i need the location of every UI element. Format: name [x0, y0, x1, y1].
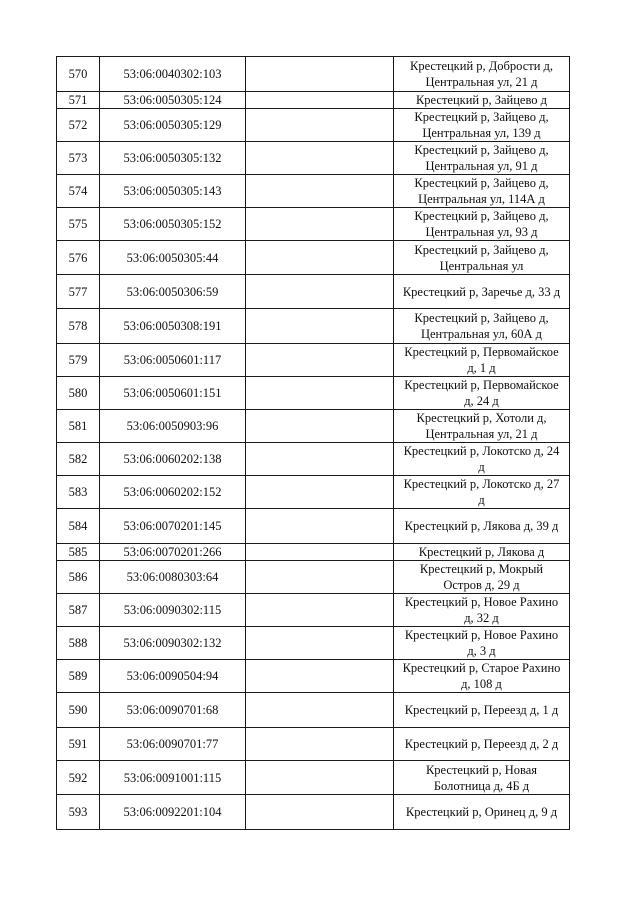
address-line: Крестецкий р, Лякова д [418, 545, 545, 559]
address-line: Крестецкий р, Первомайское [404, 378, 559, 392]
address-cell [394, 57, 570, 92]
address-cell [394, 208, 570, 241]
address-line: д, 24 д [464, 394, 499, 408]
row-number-cell: 571 [57, 92, 100, 109]
address-cell [394, 476, 570, 509]
cadastral-number-cell: 53:06:0090504:94 [100, 660, 246, 693]
row-number-cell: 586 [57, 561, 100, 594]
empty-cell [246, 241, 394, 275]
table-row [57, 377, 570, 410]
address-line: Крестецкий р, Новое Рахино [404, 595, 559, 609]
row-number-cell: 581 [57, 410, 100, 443]
registry-table-body [57, 57, 570, 830]
address-line: Центральная ул, 91 д [425, 159, 538, 173]
address-cell [394, 175, 570, 208]
address-line: Крестецкий р, Мокрый [419, 562, 544, 576]
address-line: Крестецкий р, Первомайское [404, 345, 559, 359]
empty-cell [246, 57, 394, 92]
address-line: Крестецкий р, Лякова д, 39 д [404, 519, 559, 533]
row-number-cell: 583 [57, 476, 100, 509]
address-line: д, 1 д [467, 361, 496, 375]
table-row [57, 476, 570, 509]
empty-cell [246, 761, 394, 795]
cadastral-number-cell: 53:06:0080303:64 [100, 561, 246, 594]
address-cell [394, 443, 570, 476]
address-cell [394, 109, 570, 142]
empty-cell [246, 728, 394, 761]
address-cell [394, 795, 570, 830]
row-number-cell: 574 [57, 175, 100, 208]
empty-cell [246, 410, 394, 443]
cadastral-number-cell: 53:06:0092201:104 [100, 795, 246, 830]
cadastral-number-cell: 53:06:0050601:151 [100, 377, 246, 410]
empty-cell [246, 544, 394, 561]
address-cell [394, 377, 570, 410]
table-row [57, 561, 570, 594]
address-line: Крестецкий р, Новое Рахино [404, 628, 559, 642]
address-line: Крестецкий р, Локотско д, 27 [403, 477, 560, 491]
cadastral-number-cell: 53:06:0060202:138 [100, 443, 246, 476]
address-line: д [478, 493, 485, 507]
row-number-cell: 577 [57, 275, 100, 309]
table-row [57, 728, 570, 761]
address-line: Крестецкий р, Зайцево д, [414, 311, 549, 325]
table-row [57, 57, 570, 92]
table-row [57, 208, 570, 241]
table-row [57, 761, 570, 795]
row-number-cell: 592 [57, 761, 100, 795]
cadastral-number-cell: 53:06:0050305:124 [100, 92, 246, 109]
table-row [57, 693, 570, 728]
empty-cell [246, 509, 394, 544]
row-number-cell: 587 [57, 594, 100, 627]
address-line: Крестецкий р, Оринец д, 9 д [405, 805, 558, 819]
address-cell [394, 627, 570, 660]
row-number-cell: 576 [57, 241, 100, 275]
empty-cell [246, 142, 394, 175]
row-number-cell: 585 [57, 544, 100, 561]
table-row [57, 344, 570, 377]
address-cell [394, 728, 570, 761]
empty-cell [246, 344, 394, 377]
table-row [57, 175, 570, 208]
cadastral-number-cell: 53:06:0050305:152 [100, 208, 246, 241]
property-registry-table [56, 56, 570, 830]
table-row [57, 241, 570, 275]
cadastral-number-cell: 53:06:0070201:145 [100, 509, 246, 544]
row-number-cell: 588 [57, 627, 100, 660]
address-line: Крестецкий р, Хотоли д, [416, 411, 547, 425]
cadastral-number-cell: 53:06:0090701:68 [100, 693, 246, 728]
empty-cell [246, 660, 394, 693]
table-row [57, 109, 570, 142]
table-row [57, 275, 570, 309]
cadastral-number-cell: 53:06:0091001:115 [100, 761, 246, 795]
empty-cell [246, 275, 394, 309]
address-line: Центральная ул, 139 д [422, 126, 541, 140]
table-row [57, 92, 570, 109]
address-line: Центральная ул [439, 258, 524, 273]
empty-cell [246, 92, 394, 109]
empty-cell [246, 208, 394, 241]
cadastral-number-cell: 53:06:0090701:77 [100, 728, 246, 761]
address-line: д, 3 д [467, 644, 496, 658]
cadastral-number-cell: 53:06:0050601:117 [100, 344, 246, 377]
address-cell [394, 241, 570, 275]
address-cell [394, 92, 570, 109]
address-cell [394, 344, 570, 377]
row-number-cell: 575 [57, 208, 100, 241]
address-cell [394, 509, 570, 544]
row-number-cell: 570 [57, 57, 100, 92]
address-line: Болотница д, 4Б д [433, 778, 530, 793]
address-line: Крестецкий р, Старое Рахино [402, 661, 561, 675]
table-row [57, 443, 570, 476]
empty-cell [246, 561, 394, 594]
address-line: Крестецкий р, Добрости д, [409, 59, 554, 73]
address-line: Остров д, 29 д [443, 578, 520, 592]
address-line: Крестецкий р, Новая [425, 762, 538, 777]
row-number-cell: 589 [57, 660, 100, 693]
empty-cell [246, 594, 394, 627]
cadastral-number-cell: 53:06:0090302:132 [100, 627, 246, 660]
address-line: Крестецкий р, Локотско д, 24 [403, 444, 560, 458]
address-cell [394, 142, 570, 175]
address-cell [394, 561, 570, 594]
address-line: Центральная ул, 60А д [420, 327, 543, 341]
table-row [57, 660, 570, 693]
address-cell [394, 544, 570, 561]
row-number-cell: 593 [57, 795, 100, 830]
address-line: Крестецкий р, Зайцево д, [414, 242, 549, 257]
empty-cell [246, 476, 394, 509]
cadastral-number-cell: 53:06:0050305:143 [100, 175, 246, 208]
empty-cell [246, 109, 394, 142]
address-line: Центральная ул, 114А д [418, 192, 545, 206]
row-number-cell: 578 [57, 309, 100, 344]
cadastral-number-cell: 53:06:0070201:266 [100, 544, 246, 561]
table-row [57, 594, 570, 627]
cadastral-number-cell: 53:06:0050308:191 [100, 309, 246, 344]
address-cell [394, 660, 570, 693]
table-row [57, 410, 570, 443]
address-cell [394, 410, 570, 443]
empty-cell [246, 693, 394, 728]
row-number-cell: 582 [57, 443, 100, 476]
cadastral-number-cell: 53:06:0050305:132 [100, 142, 246, 175]
address-cell [394, 309, 570, 344]
address-line: д [478, 460, 485, 474]
cadastral-number-cell: 53:06:0090302:115 [100, 594, 246, 627]
empty-cell [246, 377, 394, 410]
empty-cell [246, 443, 394, 476]
address-cell [394, 594, 570, 627]
cadastral-number-cell: 53:06:0050306:59 [100, 275, 246, 309]
address-line: Крестецкий р, Зайцево д, [414, 143, 549, 157]
address-line: Крестецкий р, Зайцево д [415, 93, 548, 107]
table-row [57, 544, 570, 561]
row-number-cell: 591 [57, 728, 100, 761]
row-number-cell: 590 [57, 693, 100, 728]
empty-cell [246, 175, 394, 208]
row-number-cell: 572 [57, 109, 100, 142]
row-number-cell: 573 [57, 142, 100, 175]
address-line: д, 108 д [461, 677, 502, 691]
table-row [57, 142, 570, 175]
address-line: Крестецкий р, Зайцево д, [414, 176, 549, 190]
row-number-cell: 579 [57, 344, 100, 377]
table-row [57, 509, 570, 544]
row-number-cell: 584 [57, 509, 100, 544]
cadastral-number-cell: 53:06:0050305:44 [100, 241, 246, 275]
empty-cell [246, 795, 394, 830]
address-line: Крестецкий р, Зайцево д, [414, 209, 549, 223]
address-line: д, 32 д [464, 611, 499, 625]
address-cell [394, 693, 570, 728]
address-line: Крестецкий р, Переезд д, 2 д [404, 737, 559, 751]
address-line: Центральная ул, 21 д [425, 427, 538, 441]
address-line: Центральная ул, 93 д [425, 225, 538, 239]
address-line: Крестецкий р, Заречье д, 33 д [402, 284, 561, 299]
address-cell [394, 275, 570, 309]
address-line: Центральная ул, 21 д [425, 75, 538, 89]
table-row [57, 309, 570, 344]
empty-cell [246, 309, 394, 344]
table-row [57, 627, 570, 660]
cadastral-number-cell: 53:06:0050903:96 [100, 410, 246, 443]
address-line: Крестецкий р, Зайцево д, [414, 110, 549, 124]
cadastral-number-cell: 53:06:0060202:152 [100, 476, 246, 509]
row-number-cell: 580 [57, 377, 100, 410]
table-row [57, 795, 570, 830]
cadastral-number-cell: 53:06:0050305:129 [100, 109, 246, 142]
cadastral-number-cell: 53:06:0040302:103 [100, 57, 246, 92]
empty-cell [246, 627, 394, 660]
address-cell [394, 761, 570, 795]
address-line: Крестецкий р, Переезд д, 1 д [404, 703, 559, 717]
